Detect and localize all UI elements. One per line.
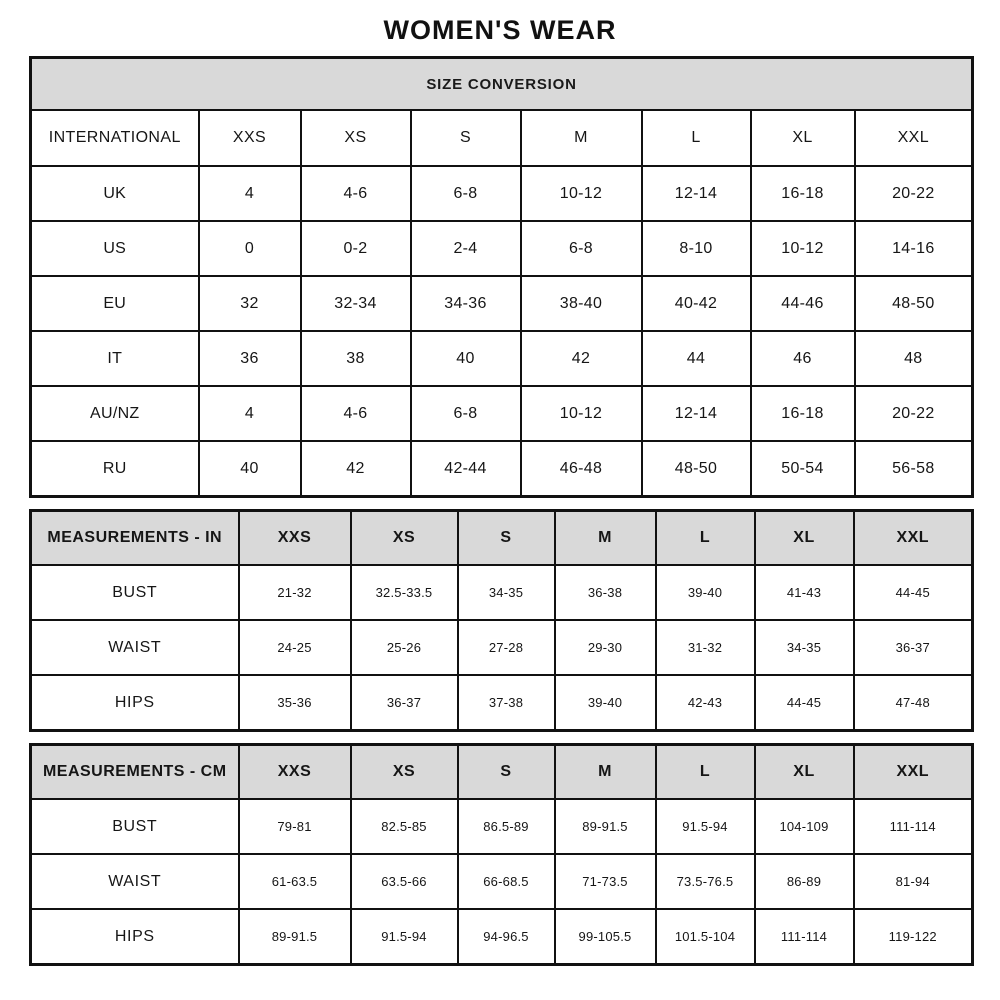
row-label: UK: [31, 166, 199, 221]
row-label: BUST: [31, 565, 239, 620]
value-cell: 6-8: [521, 221, 642, 276]
value-cell: 24-25: [239, 620, 351, 675]
value-cell: 119-122: [854, 909, 973, 965]
size-col-xl: XL: [755, 511, 854, 566]
value-cell: 8-10: [642, 221, 751, 276]
value-cell: 101.5-104: [656, 909, 755, 965]
value-cell: 86.5-89: [458, 799, 555, 854]
size-col-xxs: XXS: [239, 511, 351, 566]
value-cell: 42-44: [411, 441, 521, 497]
size-conversion-table: [29, 56, 974, 498]
value-cell: 66-68.5: [458, 854, 555, 909]
row-label: RU: [31, 441, 199, 497]
size-col-xs: XS: [351, 745, 458, 800]
value-cell: 104-109: [755, 799, 854, 854]
value-cell: 50-54: [751, 441, 855, 497]
row-label: WAIST: [31, 854, 239, 909]
value-cell: 12-14: [642, 166, 751, 221]
value-cell: 86-89: [755, 854, 854, 909]
size-col-xxs: XXS: [239, 745, 351, 800]
value-cell: 42: [521, 331, 642, 386]
size-col-l: L: [642, 110, 751, 166]
row-label: BUST: [31, 799, 239, 854]
value-cell: 4-6: [301, 386, 411, 441]
value-cell: 81-94: [854, 854, 973, 909]
measurements-cm-label: MEASUREMENTS - CM: [31, 745, 239, 800]
value-cell: 34-36: [411, 276, 521, 331]
value-cell: 40: [411, 331, 521, 386]
value-cell: 10-12: [521, 386, 642, 441]
value-cell: 35-36: [239, 675, 351, 731]
size-col-xxl: XXL: [855, 110, 973, 166]
value-cell: 44-45: [755, 675, 854, 731]
size-col-l: L: [656, 745, 755, 800]
size-conversion-row-au-nz: [31, 386, 973, 441]
value-cell: 48: [855, 331, 973, 386]
value-cell: 111-114: [854, 799, 973, 854]
value-cell: 34-35: [755, 620, 854, 675]
measurements-cm-head-row: [31, 745, 973, 800]
value-cell: 63.5-66: [351, 854, 458, 909]
size-conversion-row-ru: [31, 441, 973, 497]
size-conversion-banner: SIZE CONVERSION: [31, 58, 973, 111]
value-cell: 32: [199, 276, 301, 331]
row-label: EU: [31, 276, 199, 331]
measurements-in-row-hips: [31, 675, 973, 731]
size-col-m: M: [555, 511, 656, 566]
value-cell: 38: [301, 331, 411, 386]
value-cell: 10-12: [751, 221, 855, 276]
value-cell: 46-48: [521, 441, 642, 497]
value-cell: 79-81: [239, 799, 351, 854]
value-cell: 36-37: [854, 620, 973, 675]
value-cell: 36-37: [351, 675, 458, 731]
row-label: HIPS: [31, 909, 239, 965]
measurements-cm-row-hips: [31, 909, 973, 965]
value-cell: 40: [199, 441, 301, 497]
value-cell: 111-114: [755, 909, 854, 965]
size-conversion-row-it: [31, 331, 973, 386]
row-label: IT: [31, 331, 199, 386]
size-conversion-head-row: [31, 110, 973, 166]
value-cell: 44-45: [854, 565, 973, 620]
measurements-in-label: MEASUREMENTS - IN: [31, 511, 239, 566]
size-col-xs: XS: [301, 110, 411, 166]
measurements-cm-row-bust: [31, 799, 973, 854]
value-cell: 14-16: [855, 221, 973, 276]
value-cell: 89-91.5: [239, 909, 351, 965]
value-cell: 4: [199, 386, 301, 441]
size-col-m: M: [555, 745, 656, 800]
value-cell: 44: [642, 331, 751, 386]
value-cell: 40-42: [642, 276, 751, 331]
value-cell: 71-73.5: [555, 854, 656, 909]
measurements-in-row-waist: [31, 620, 973, 675]
size-col-xs: XS: [351, 511, 458, 566]
value-cell: 44-46: [751, 276, 855, 331]
value-cell: 20-22: [855, 166, 973, 221]
value-cell: 42-43: [656, 675, 755, 731]
size-col-xl: XL: [751, 110, 855, 166]
measurements-in-table: [29, 509, 974, 732]
value-cell: 82.5-85: [351, 799, 458, 854]
row-label: WAIST: [31, 620, 239, 675]
value-cell: 48-50: [855, 276, 973, 331]
value-cell: 20-22: [855, 386, 973, 441]
value-cell: 0: [199, 221, 301, 276]
value-cell: 31-32: [656, 620, 755, 675]
size-col-xxl: XXL: [854, 745, 973, 800]
size-col-s: S: [458, 745, 555, 800]
value-cell: 73.5-76.5: [656, 854, 755, 909]
size-col-xxs: XXS: [199, 110, 301, 166]
value-cell: 41-43: [755, 565, 854, 620]
size-col-s: S: [411, 110, 521, 166]
size-col-xxl: XXL: [854, 511, 973, 566]
value-cell: 42: [301, 441, 411, 497]
value-cell: 37-38: [458, 675, 555, 731]
value-cell: 38-40: [521, 276, 642, 331]
value-cell: 4-6: [301, 166, 411, 221]
size-col-s: S: [458, 511, 555, 566]
row-label: US: [31, 221, 199, 276]
value-cell: 29-30: [555, 620, 656, 675]
value-cell: 47-48: [854, 675, 973, 731]
value-cell: 16-18: [751, 386, 855, 441]
size-col-l: L: [656, 511, 755, 566]
value-cell: 48-50: [642, 441, 751, 497]
measurements-cm-table: [29, 743, 974, 966]
measurements-cm-row-waist: [31, 854, 973, 909]
row-label: HIPS: [31, 675, 239, 731]
size-conversion-label: INTERNATIONAL: [31, 110, 199, 166]
value-cell: 6-8: [411, 166, 521, 221]
value-cell: 91.5-94: [656, 799, 755, 854]
value-cell: 27-28: [458, 620, 555, 675]
value-cell: 36-38: [555, 565, 656, 620]
value-cell: 4: [199, 166, 301, 221]
value-cell: 89-91.5: [555, 799, 656, 854]
value-cell: 0-2: [301, 221, 411, 276]
value-cell: 16-18: [751, 166, 855, 221]
value-cell: 6-8: [411, 386, 521, 441]
value-cell: 32.5-33.5: [351, 565, 458, 620]
value-cell: 25-26: [351, 620, 458, 675]
value-cell: 39-40: [656, 565, 755, 620]
value-cell: 94-96.5: [458, 909, 555, 965]
size-conversion-banner-row: [31, 58, 973, 111]
measurements-in-row-bust: [31, 565, 973, 620]
size-conversion-row-us: [31, 221, 973, 276]
measurements-in-head-row: [31, 511, 973, 566]
value-cell: 32-34: [301, 276, 411, 331]
value-cell: 10-12: [521, 166, 642, 221]
page-title: WOMEN'S WEAR: [383, 15, 617, 45]
value-cell: 91.5-94: [351, 909, 458, 965]
value-cell: 46: [751, 331, 855, 386]
size-col-xl: XL: [755, 745, 854, 800]
size-conversion-row-eu: [31, 276, 973, 331]
size-col-m: M: [521, 110, 642, 166]
value-cell: 61-63.5: [239, 854, 351, 909]
size-conversion-row-uk: [31, 166, 973, 221]
value-cell: 12-14: [642, 386, 751, 441]
value-cell: 56-58: [855, 441, 973, 497]
value-cell: 21-32: [239, 565, 351, 620]
row-label: AU/NZ: [31, 386, 199, 441]
value-cell: 36: [199, 331, 301, 386]
value-cell: 34-35: [458, 565, 555, 620]
value-cell: 99-105.5: [555, 909, 656, 965]
value-cell: 39-40: [555, 675, 656, 731]
value-cell: 2-4: [411, 221, 521, 276]
